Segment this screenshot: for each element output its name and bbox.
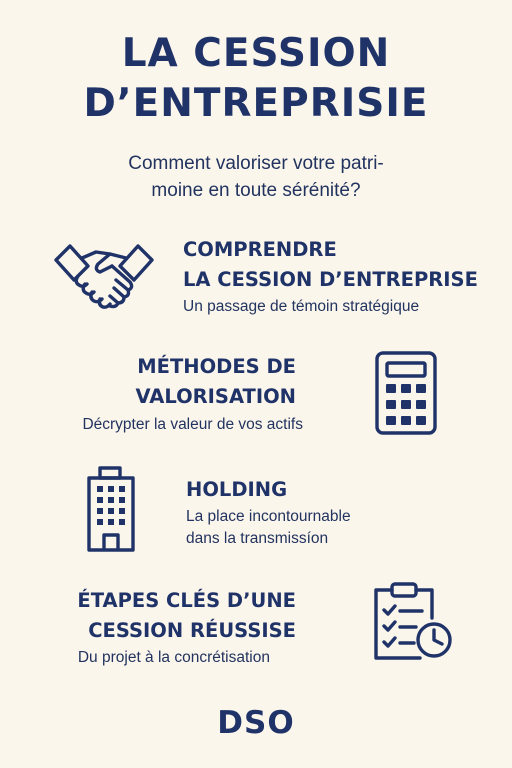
checklist-clock-icon <box>370 580 456 664</box>
section-description-line: dans la transmissíon <box>186 530 329 547</box>
section-description-line: La place incontournable <box>186 508 351 525</box>
section-description-line: Décrypter la valeur de vos actifs <box>82 416 303 433</box>
section-description-line: Du projet à la concrétisation <box>77 649 270 666</box>
handshake-icon <box>52 238 156 316</box>
section-heading-line: MÉTHODES DE <box>137 355 296 378</box>
section-heading-comprendre <box>183 235 478 295</box>
section-heading-line: ÉTAPES CLÉS D’UNE <box>77 589 296 612</box>
section-heading-line: CESSION RÉUSSISE <box>88 619 296 642</box>
section-description-line: Un passage de témoin stratégique <box>183 298 420 315</box>
section-heading-line: HOLDING <box>186 478 288 501</box>
section-heading-line: LA CESSION D’ENTREPRISE <box>183 268 478 291</box>
building-icon <box>82 465 140 553</box>
subtitle-line-1: Comment valoriser votre patri- <box>128 153 384 174</box>
section-heading-line: COMPRENDRE <box>183 238 337 261</box>
subtitle-line-2: moine en toute sérénité? <box>151 180 361 201</box>
section-heading-etapes <box>77 586 296 646</box>
subtitle <box>0 150 512 204</box>
page-title-line-2: D’ENTREPRISIE <box>83 81 429 126</box>
section-heading-holding <box>186 475 287 505</box>
section-description-comprendre <box>183 296 419 318</box>
brand-logo: DSO <box>217 705 295 741</box>
section-heading-methodes <box>135 352 296 412</box>
calculator-icon <box>374 350 438 436</box>
page-title-line-1: LA CESSION <box>121 31 391 76</box>
section-description-methodes <box>82 414 303 436</box>
section-heading-line: VALORISATION <box>135 385 296 408</box>
section-description-etapes <box>78 647 270 669</box>
section-description-holding <box>186 506 351 550</box>
